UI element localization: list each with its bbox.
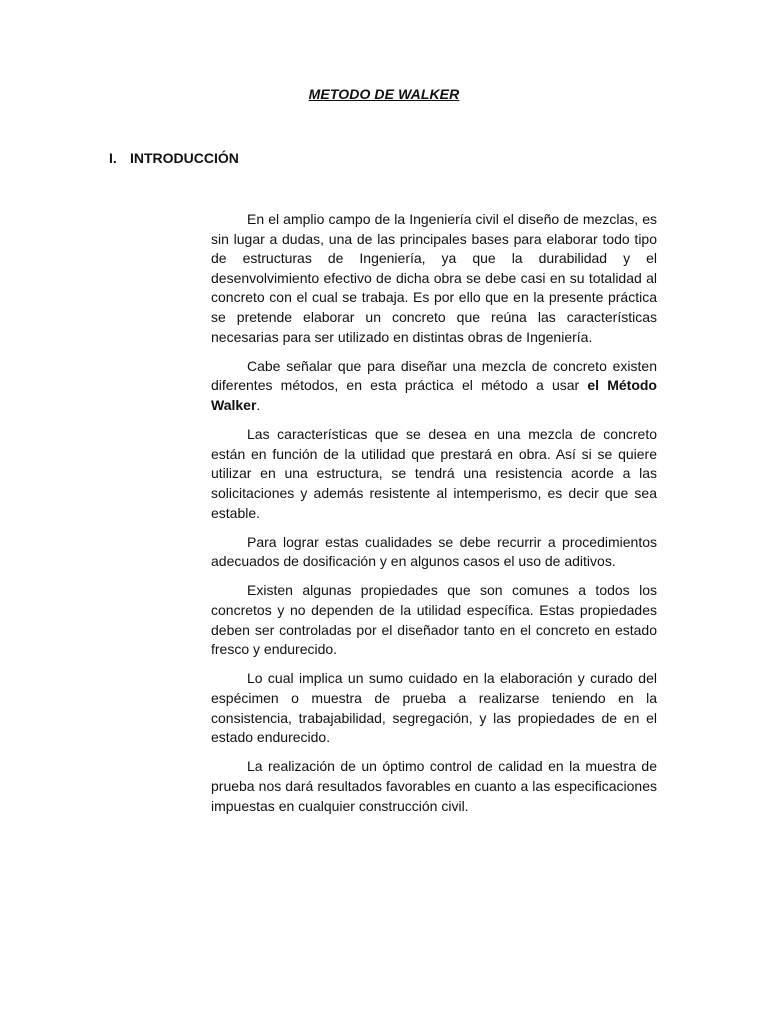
paragraph-7: La realización de un óptimo control de calidad en la muestra de prueba nos dará resultados favorables en cuanto a las especificaciones impuestas en cualquier construcción civil. <box>211 758 657 814</box>
paragraph-4: Para lograr estas cualidades se debe recurrir a procedimientos adecuados de dosificación y en algunos casos el uso de aditivos. <box>211 533 657 570</box>
section-heading <box>109 150 239 166</box>
introduction-body <box>211 210 657 826</box>
paragraph-2-end: . <box>256 396 261 413</box>
paragraph-2 <box>211 357 657 416</box>
section-title: INTRODUCCIÓN <box>130 150 239 166</box>
section-number: I. <box>109 150 117 166</box>
paragraph-6: Lo cual implica un sumo cuidado en la elaboración y curado del espécimen o muestra de prueba a realizarse teniendo en la consistencia, trabajabilidad, segregación, y las propiedades de en el estado endurecido. <box>211 670 657 746</box>
paragraph-2-bold: el Método Walker <box>211 377 657 413</box>
paragraph-5: Existen algunas propiedades que son comunes a todos los concretos y no dependen de la utilidad específica. Estas propiedades deben ser controladas por el diseñador tanto en el concreto en estado fresco y endurecido. <box>211 582 657 658</box>
paragraph-1: En el amplio campo de la Ingeniería civil el diseño de mezclas, es sin lugar a dudas, una de las principales bases para elaborar todo tipo de estructuras de Ingeniería, ya que la durabilidad y el desenvolvimiento efectivo de dicha obra se debe casi en su totalidad al concreto con el cual se trabaja. Es por ello que en la presente práctica se pretende elaborar un concreto que reúna las características necesarias para ser utilizado en distintas obras de Ingeniería. <box>211 211 657 345</box>
document-title: METODO DE WALKER <box>308 86 460 102</box>
paragraph-3: Las características que se desea en una mezcla de concreto están en función de la utilidad que prestará en obra. Así si se quiere utilizar en una estructura, se tendrá una resistencia acorde a las solicitaciones y además resistente al intemperismo, es decir que sea estable. <box>211 426 657 521</box>
paragraph-2-text: Cabe señalar que para diseñar una mezcla de concreto existen diferentes métodos, en esta práctica el método a usar <box>211 357 657 394</box>
